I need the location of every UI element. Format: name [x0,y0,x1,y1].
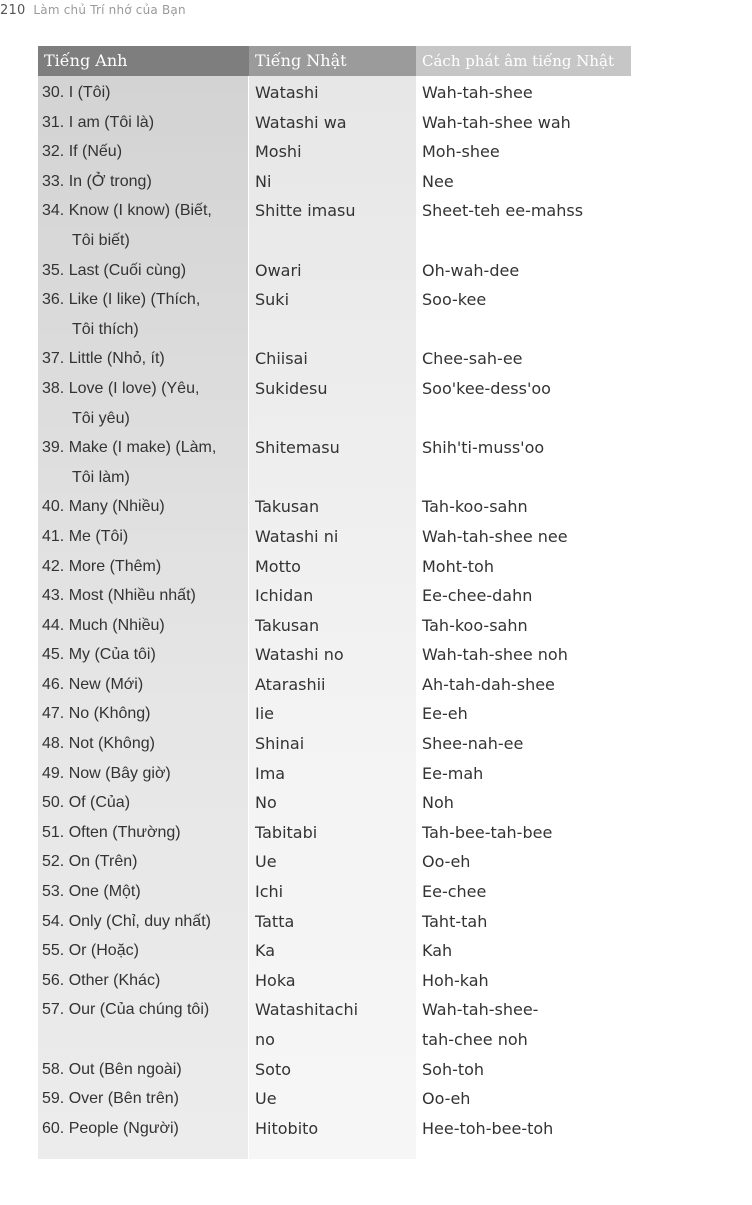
japanese-word [249,552,416,582]
japanese-word-line: Moshi [255,142,302,162]
pronunciation-line: Soo'kee-dess'oo [422,378,551,398]
pronunciation-line: Ee-mah [422,763,484,783]
english-word [0,522,249,552]
pronunciation [416,640,752,670]
japanese-word-line: Suki [255,290,290,310]
english-word-line: 52. On (Trên) [42,853,138,871]
japanese-word [249,759,416,789]
english-word-line: 42. More (Thêm) [42,557,162,575]
japanese-word [249,522,416,552]
page-number: 210 [0,3,26,18]
japanese-word [249,877,416,907]
english-word-line: 40. Many (Nhiều) [42,498,165,516]
table-row [0,1084,752,1114]
vocabulary-table [0,78,752,1143]
english-word [0,995,249,1054]
japanese-word-line: Ue [255,852,277,872]
japanese-word-line: Atarashii [255,674,326,694]
japanese-word-line: Watashi ni [255,526,339,546]
english-word [0,1114,249,1144]
english-word [0,788,249,818]
pronunciation [416,167,752,197]
english-word-line: 38. Love (I love) (Yêu, [42,379,200,397]
japanese-word [249,640,416,670]
japanese-word-continuation: no [255,1030,275,1049]
japanese-word-line: Tabitabi [255,822,318,842]
pronunciation-line: Chee-sah-ee [422,349,523,369]
japanese-word-line: Motto [255,556,301,576]
pronunciation [416,344,752,374]
table-row [0,847,752,877]
japanese-word [249,581,416,611]
english-word [0,433,249,492]
japanese-word [249,344,416,374]
pronunciation [416,847,752,877]
japanese-word [249,492,416,522]
table-row [0,759,752,789]
english-word-line: 37. Little (Nhỏ, ít) [42,350,165,368]
table-row [0,137,752,167]
english-word [0,847,249,877]
table-row [0,907,752,937]
english-word [0,1055,249,1085]
japanese-word [249,670,416,700]
pronunciation [416,995,752,1054]
pronunciation-line: Ah-tah-dah-shee [422,674,555,694]
pronunciation [416,522,752,552]
english-word-continuation: Tôi làm) [72,468,130,486]
pronunciation [416,699,752,729]
english-word-line: 54. Only (Chỉ, duy nhất) [42,912,211,930]
table-row [0,670,752,700]
japanese-word [249,818,416,848]
japanese-word-line: Shinai [255,734,305,754]
table-row [0,167,752,197]
pronunciation-line: Wah-tah-shee wah [422,112,571,132]
table-row [0,995,752,1054]
table-row [0,522,752,552]
english-word-line: 58. Out (Bên ngoài) [42,1060,182,1078]
english-word [0,108,249,138]
pronunciation-line: Sheet-teh ee-mahss [422,201,584,221]
pronunciation-line: Oh-wah-dee [422,260,520,280]
japanese-word-line: Shitemasu [255,438,340,458]
japanese-word [249,285,416,344]
japanese-word-line: Takusan [255,615,320,635]
page-header [0,3,186,18]
japanese-word [249,108,416,138]
japanese-word-line: Ka [255,941,276,961]
pronunciation-line: Tah-koo-sahn [422,615,528,635]
english-word [0,78,249,108]
table-row [0,1055,752,1085]
japanese-word-line: Ichi [255,882,284,902]
header-pronunciation: Cách phát âm tiếng Nhật [416,46,631,76]
pronunciation [416,1055,752,1085]
english-word [0,729,249,759]
japanese-word-line: No [255,793,277,813]
english-word [0,699,249,729]
pronunciation-line: Wah-tah-shee- [422,1000,539,1020]
table-row [0,344,752,374]
pronunciation [416,374,752,433]
pronunciation-line: Shee-nah-ee [422,734,524,754]
header-japanese: Tiếng Nhật [249,46,416,76]
table-row [0,108,752,138]
english-word-line: 56. Other (Khác) [42,971,161,989]
pronunciation [416,108,752,138]
table-row [0,552,752,582]
japanese-word [249,699,416,729]
pronunciation [416,137,752,167]
pronunciation-line: Moh-shee [422,142,500,162]
japanese-word-line: Ichidan [255,586,314,606]
japanese-word-line: Watashi wa [255,112,347,132]
english-word-line: 41. Me (Tôi) [42,527,129,545]
japanese-word [249,1055,416,1085]
table-row [0,433,752,492]
english-word [0,167,249,197]
table-row [0,581,752,611]
english-word [0,552,249,582]
pronunciation [416,552,752,582]
running-title: Làm chủ Trí nhớ của Bạn [33,3,186,17]
pronunciation-line: Ee-chee-dahn [422,586,533,606]
japanese-word [249,374,416,433]
pronunciation-line: Wah-tah-shee noh [422,645,568,665]
english-word [0,256,249,286]
pronunciation [416,877,752,907]
japanese-word-line: Watashitachi [255,1000,359,1020]
english-word [0,285,249,344]
english-word-line: 39. Make (I make) (Làm, [42,439,217,457]
pronunciation-line: Ee-eh [422,704,468,724]
japanese-word-line: Ima [255,763,286,783]
pronunciation [416,78,752,108]
english-word [0,670,249,700]
pronunciation [416,492,752,522]
english-word-line: 47. No (Không) [42,705,151,723]
pronunciation-line: Soh-toh [422,1059,485,1079]
header-english: Tiếng Anh [38,46,249,76]
pronunciation-line: Shih'ti-muss'oo [422,438,545,458]
japanese-word-line: Chiisai [255,349,308,369]
english-word-line: 34. Know (I know) (Biết, [42,202,212,220]
pronunciation-line: Ee-chee [422,882,487,902]
pronunciation [416,611,752,641]
table-row [0,936,752,966]
pronunciation [416,256,752,286]
japanese-word [249,196,416,255]
pronunciation-line: Wah-tah-shee [422,83,533,102]
pronunciation-continuation: tah-chee noh [422,1030,528,1049]
english-word [0,966,249,996]
pronunciation [416,966,752,996]
pronunciation-line: Hee-toh-bee-toh [422,1118,554,1138]
table-row [0,729,752,759]
table-header [38,46,631,76]
english-word-line: 50. Of (Của) [42,794,131,812]
pronunciation-line: Hoh-kah [422,970,489,990]
pronunciation [416,285,752,344]
japanese-word [249,78,416,108]
japanese-word [249,1114,416,1144]
table-row [0,699,752,729]
english-word-line: 57. Our (Của chúng tôi) [42,1001,210,1019]
english-word-line: 44. Much (Nhiều) [42,616,165,634]
table-row [0,818,752,848]
japanese-word-line: Ue [255,1089,277,1109]
pronunciation [416,729,752,759]
table-row [0,877,752,907]
english-word-line: 32. If (Nếu) [42,143,123,161]
pronunciation-line: Moht-toh [422,556,494,576]
english-word-line: 59. Over (Bên trên) [42,1090,179,1108]
english-word-continuation: Tôi yêu) [72,409,130,427]
english-word-line: 48. Not (Không) [42,735,155,753]
japanese-word [249,966,416,996]
english-word-line: 60. People (Người) [42,1119,179,1137]
english-word [0,818,249,848]
japanese-word [249,936,416,966]
pronunciation [416,196,752,255]
english-word-line: 30. I (Tôi) [42,84,111,101]
japanese-word-line: Takusan [255,497,320,517]
japanese-word-line: Hitobito [255,1118,319,1138]
pronunciation-line: Kah [422,941,453,961]
japanese-word [249,256,416,286]
english-word [0,344,249,374]
english-word-line: 55. Or (Hoặc) [42,942,139,960]
japanese-word-line: Shitte imasu [255,201,356,221]
table-row [0,285,752,344]
japanese-word [249,1084,416,1114]
english-word [0,492,249,522]
english-word-line: 49. Now (Bây giờ) [42,764,171,782]
english-word [0,1084,249,1114]
japanese-word [249,995,416,1054]
japanese-word-line: Watashi no [255,645,344,665]
table-row [0,374,752,433]
table-row [0,788,752,818]
pronunciation [416,788,752,818]
japanese-word-line: Hoka [255,970,296,990]
english-word-line: 35. Last (Cuối cùng) [42,261,187,279]
english-word-line: 31. I am (Tôi là) [42,113,155,131]
japanese-word [249,907,416,937]
pronunciation-line: Nee [422,171,454,191]
english-word-line: 33. In (Ở trong) [42,172,152,190]
english-word [0,936,249,966]
japanese-word-line: Owari [255,260,302,280]
pronunciation [416,907,752,937]
pronunciation-line: Wah-tah-shee nee [422,526,568,546]
pronunciation-line: Oo-eh [422,1089,471,1109]
english-word [0,196,249,255]
japanese-word [249,729,416,759]
table-row [0,78,752,108]
english-word-line: 53. One (Một) [42,883,141,901]
pronunciation [416,581,752,611]
japanese-word [249,137,416,167]
pronunciation-line: Soo-kee [422,290,487,310]
japanese-word-line: Iie [255,704,275,724]
english-word-continuation: Tôi thích) [72,320,139,338]
pronunciation [416,818,752,848]
pronunciation [416,1114,752,1144]
english-word [0,759,249,789]
pronunciation-line: Tah-koo-sahn [422,497,528,517]
english-word [0,640,249,670]
table-row [0,611,752,641]
table-row [0,1114,752,1144]
table-row [0,492,752,522]
english-word [0,137,249,167]
english-word-continuation: Tôi biết) [72,231,130,249]
japanese-word-line: Sukidesu [255,378,328,398]
english-word [0,907,249,937]
japanese-word-line: Watashi [255,83,319,102]
english-word-line: 43. Most (Nhiều nhất) [42,587,196,605]
english-word [0,374,249,433]
pronunciation [416,759,752,789]
pronunciation [416,1084,752,1114]
table-row [0,196,752,255]
english-word-line: 36. Like (I like) (Thích, [42,291,201,309]
japanese-word [249,167,416,197]
japanese-word [249,611,416,641]
pronunciation [416,670,752,700]
english-word [0,581,249,611]
table-row [0,256,752,286]
english-word-line: 46. New (Mới) [42,675,144,693]
table-row [0,640,752,670]
english-word-line: 51. Often (Thường) [42,823,181,841]
pronunciation-line: Tah-bee-tah-bee [422,822,553,842]
pronunciation-line: Taht-tah [422,911,488,931]
japanese-word [249,788,416,818]
pronunciation-line: Noh [422,793,454,813]
english-word [0,877,249,907]
pronunciation-line: Oo-eh [422,852,471,872]
japanese-word-line: Soto [255,1059,292,1079]
japanese-word [249,847,416,877]
pronunciation [416,433,752,492]
english-word-line: 45. My (Của tôi) [42,646,156,664]
pronunciation [416,936,752,966]
english-word [0,611,249,641]
japanese-word-line: Tatta [255,911,295,931]
table-row [0,966,752,996]
japanese-word [249,433,416,492]
japanese-word-line: Ni [255,171,272,191]
